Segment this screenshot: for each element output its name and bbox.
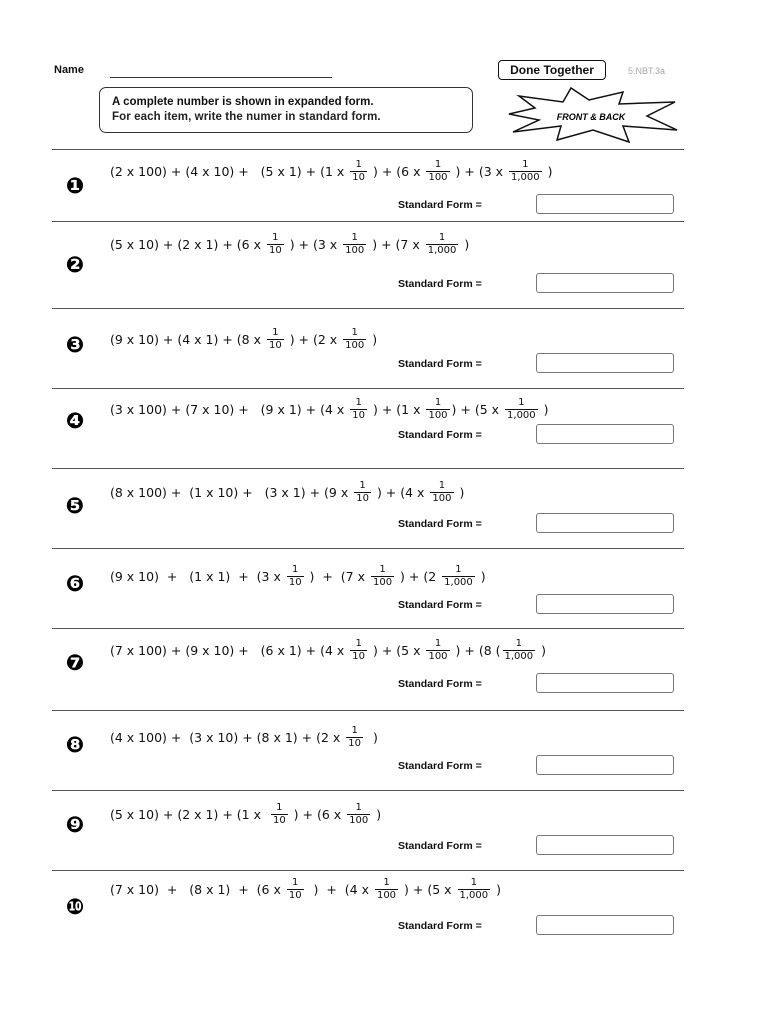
problem-row xyxy=(52,149,684,229)
fraction-denominator: 100 xyxy=(428,410,448,421)
fraction-denominator: 10 xyxy=(352,410,365,421)
row-divider xyxy=(52,628,684,629)
standard-form-label: Standard Form = xyxy=(398,358,482,370)
standard-form-answer-box[interactable] xyxy=(536,755,674,775)
expression-text: ) xyxy=(455,485,465,500)
done-together-badge: Done Together xyxy=(498,60,606,80)
problem-row xyxy=(52,308,684,388)
standard-form-answer-box[interactable] xyxy=(536,353,674,373)
expression-text: ) + (2 x xyxy=(285,332,342,347)
fraction-numerator: 1 xyxy=(434,159,442,170)
fraction-denominator: 10 xyxy=(272,815,286,826)
fraction-denominator: 10 xyxy=(288,890,302,901)
standard-form-label: Standard Form = xyxy=(398,920,482,932)
standard-form-answer-box[interactable] xyxy=(536,194,674,214)
fraction xyxy=(350,398,367,421)
fraction-denominator: 10 xyxy=(356,493,369,504)
fraction xyxy=(346,726,363,749)
fraction-denominator: 100 xyxy=(432,493,452,504)
fraction xyxy=(287,878,304,901)
expression-text: ) + (4 x xyxy=(372,485,429,500)
fraction-denominator: 1,000 xyxy=(459,890,489,901)
fraction-numerator: 1 xyxy=(355,638,362,649)
standard-form-label: Standard Form = xyxy=(398,840,482,852)
fraction xyxy=(271,803,288,826)
problem-number-icon: ❿ xyxy=(65,894,85,920)
fraction-numerator: 1 xyxy=(292,564,299,575)
fraction-numerator: 1 xyxy=(272,327,279,338)
problem-row xyxy=(52,548,684,628)
row-divider xyxy=(52,870,684,871)
fraction-numerator: 1 xyxy=(351,725,358,736)
expanded-form-expression xyxy=(110,639,546,662)
row-divider xyxy=(52,149,684,150)
fraction-numerator: 1 xyxy=(438,232,446,243)
expression-text: (5 x 10) + (2 x 1) + (1 x xyxy=(110,807,269,822)
problem-number-icon: ❶ xyxy=(65,173,85,199)
fraction-numerator: 1 xyxy=(355,397,362,408)
standard-form-label: Standard Form = xyxy=(398,599,482,611)
problem-row xyxy=(52,628,684,708)
fraction xyxy=(505,398,538,421)
expression-text: ) xyxy=(460,237,470,252)
row-divider xyxy=(52,388,684,389)
row-divider xyxy=(52,790,684,791)
instructions-box xyxy=(99,87,473,133)
standard-form-label: Standard Form = xyxy=(398,278,482,290)
expanded-form-expression xyxy=(110,878,501,901)
fraction-numerator: 1 xyxy=(383,877,390,888)
expanded-form-expression xyxy=(110,803,381,826)
problem-number-icon: ❸ xyxy=(65,332,85,358)
fraction-numerator: 1 xyxy=(515,638,522,649)
standard-form-answer-box[interactable] xyxy=(536,915,674,935)
expanded-form-expression xyxy=(110,160,553,183)
problem-number-icon: ❺ xyxy=(65,493,85,519)
expanded-form-expression xyxy=(110,233,469,256)
expression-text: ) xyxy=(492,882,501,897)
fraction-numerator: 1 xyxy=(438,480,446,491)
expression-text: (2 x 100) + (4 x 10) + (5 x 1) + (1 x xyxy=(110,164,349,179)
fraction-denominator: 10 xyxy=(288,577,302,588)
fraction-denominator: 10 xyxy=(268,340,282,351)
fraction-denominator: 10 xyxy=(352,651,365,662)
row-divider xyxy=(52,710,684,711)
standard-form-answer-box[interactable] xyxy=(536,273,674,293)
expression-text: ) xyxy=(537,643,546,658)
problem-row xyxy=(52,870,684,950)
problem-number-icon: ❼ xyxy=(65,650,85,676)
problem-number-icon: ❾ xyxy=(65,812,85,838)
standard-form-answer-box[interactable] xyxy=(536,594,674,614)
fraction-numerator: 1 xyxy=(355,159,362,170)
standard-form-label: Standard Form = xyxy=(398,429,482,441)
problem-number-icon: ❷ xyxy=(65,252,85,278)
expression-text: ) + (5 x xyxy=(400,882,456,897)
fraction xyxy=(430,481,453,504)
row-divider xyxy=(52,548,684,549)
fraction xyxy=(503,639,536,662)
expression-text: (8 x 100) + (1 x 10) + (3 x 1) + (9 x xyxy=(110,485,353,500)
expression-text: ) + (3 x xyxy=(451,164,507,179)
fraction-numerator: 1 xyxy=(470,877,477,888)
front-back-burst xyxy=(505,86,680,146)
fraction-denominator: 1,000 xyxy=(427,245,457,256)
fraction-numerator: 1 xyxy=(276,802,283,813)
name-label: Name xyxy=(54,64,84,76)
fraction xyxy=(354,481,371,504)
fraction-numerator: 1 xyxy=(522,159,529,170)
fraction-numerator: 1 xyxy=(434,397,442,408)
fraction-denominator: 1,000 xyxy=(444,577,473,588)
fraction-numerator: 1 xyxy=(434,638,442,649)
instructions-line-2: For each item, write the numer in standard form. xyxy=(112,111,381,123)
row-divider xyxy=(52,308,684,309)
fraction xyxy=(426,639,449,662)
expression-text: ) + (7 x xyxy=(305,569,369,584)
expression-text: (9 x 10) + (4 x 1) + (8 x xyxy=(110,332,265,347)
fraction xyxy=(350,160,367,183)
fraction xyxy=(350,639,367,662)
problem-number-icon: ❽ xyxy=(65,732,85,758)
expression-text: ) + (1 x xyxy=(369,402,425,417)
fraction-denominator: 1,000 xyxy=(507,410,536,421)
fraction xyxy=(426,160,449,183)
fraction-numerator: 1 xyxy=(518,397,525,408)
expression-text: (7 x 100) + (9 x 10) + (6 x 1) + (4 x xyxy=(110,643,349,658)
fraction-numerator: 1 xyxy=(351,232,358,243)
problem-row xyxy=(52,221,684,301)
expression-text: ) xyxy=(476,569,486,584)
expression-text: ) + (6 x xyxy=(369,164,425,179)
fraction-denominator: 100 xyxy=(428,172,448,183)
standard-form-answer-box[interactable] xyxy=(536,513,674,533)
fraction-denominator: 10 xyxy=(268,245,282,256)
fraction-denominator: 100 xyxy=(372,577,393,588)
standard-form-label: Standard Form = xyxy=(398,678,482,690)
expanded-form-expression xyxy=(110,565,486,588)
expanded-form-expression xyxy=(110,398,549,421)
fraction xyxy=(509,160,542,183)
fraction xyxy=(442,565,475,588)
row-divider xyxy=(52,468,684,469)
fraction-denominator: 100 xyxy=(376,890,397,901)
fraction-denominator: 1,000 xyxy=(511,172,540,183)
fraction-numerator: 1 xyxy=(359,480,366,491)
expression-text: ) + (2 xyxy=(396,569,441,584)
expanded-form-expression xyxy=(110,726,378,749)
expression-text: ) + (3 x xyxy=(285,237,342,252)
expression-text: ) + (5 x xyxy=(451,402,504,417)
fraction-numerator: 1 xyxy=(351,327,358,338)
standard-form-label: Standard Form = xyxy=(398,518,482,530)
fraction-numerator: 1 xyxy=(292,877,299,888)
fraction xyxy=(347,803,370,826)
problem-number-icon: ❹ xyxy=(65,408,85,434)
fraction-numerator: 1 xyxy=(379,564,386,575)
expression-text: ) xyxy=(543,164,553,179)
fraction-denominator: 1,000 xyxy=(504,651,534,662)
problem-row xyxy=(52,790,684,870)
standard-code: 5.NBT.3a xyxy=(628,66,666,76)
expression-text: (3 x 100) + (7 x 10) + (9 x 1) + (4 x xyxy=(110,402,349,417)
expression-text: ) xyxy=(539,402,549,417)
standard-form-answer-box[interactable] xyxy=(536,424,674,444)
fraction-numerator: 1 xyxy=(272,232,279,243)
expression-text: (4 x 100) + (3 x 10) + (8 x 1) + (2 x xyxy=(110,730,345,745)
fraction-numerator: 1 xyxy=(355,802,362,813)
fraction xyxy=(426,398,449,421)
fraction xyxy=(426,233,459,256)
fraction xyxy=(287,565,304,588)
standard-form-label: Standard Form = xyxy=(398,199,482,211)
problem-row xyxy=(52,710,684,790)
expression-text: ) xyxy=(368,332,378,347)
fraction-denominator: 100 xyxy=(345,245,365,256)
problem-row xyxy=(52,468,684,548)
fraction xyxy=(371,565,394,588)
fraction xyxy=(343,233,366,256)
expression-text: ) + (5 x xyxy=(369,643,425,658)
fraction xyxy=(458,878,491,901)
fraction-denominator: 100 xyxy=(345,340,365,351)
expanded-form-expression xyxy=(110,481,464,504)
instructions-line-1: A complete number is shown in expanded form. xyxy=(112,96,374,108)
expression-text: ) xyxy=(372,807,382,822)
standard-form-label: Standard Form = xyxy=(398,760,482,772)
expanded-form-expression xyxy=(110,328,377,351)
fraction-denominator: 10 xyxy=(352,172,365,183)
expression-text: ) + (6 x xyxy=(289,807,346,822)
problem-row xyxy=(52,388,684,468)
burst-text: FRONT & BACK xyxy=(556,112,626,122)
expression-text: (5 x 10) + (2 x 1) + (6 x xyxy=(110,237,265,252)
fraction xyxy=(267,233,284,256)
standard-form-answer-box[interactable] xyxy=(536,835,674,855)
problem-number-icon: ❻ xyxy=(65,571,85,597)
fraction xyxy=(267,328,284,351)
standard-form-answer-box[interactable] xyxy=(536,673,674,693)
fraction xyxy=(375,878,398,901)
fraction-denominator: 100 xyxy=(349,815,369,826)
expression-text: (7 x 10) + (8 x 1) + (6 x xyxy=(110,882,285,897)
name-line[interactable] xyxy=(110,77,332,78)
fraction-denominator: 10 xyxy=(348,738,362,749)
expression-text: (9 x 10) + (1 x 1) + (3 x xyxy=(110,569,285,584)
expression-text: ) + (8 ( xyxy=(451,643,501,658)
fraction xyxy=(343,328,366,351)
fraction-numerator: 1 xyxy=(455,564,462,575)
expression-text: ) + (4 x xyxy=(305,882,373,897)
row-divider xyxy=(52,221,684,222)
fraction-denominator: 100 xyxy=(428,651,448,662)
expression-text: ) + (7 x xyxy=(368,237,424,252)
expression-text: ) xyxy=(365,730,378,745)
